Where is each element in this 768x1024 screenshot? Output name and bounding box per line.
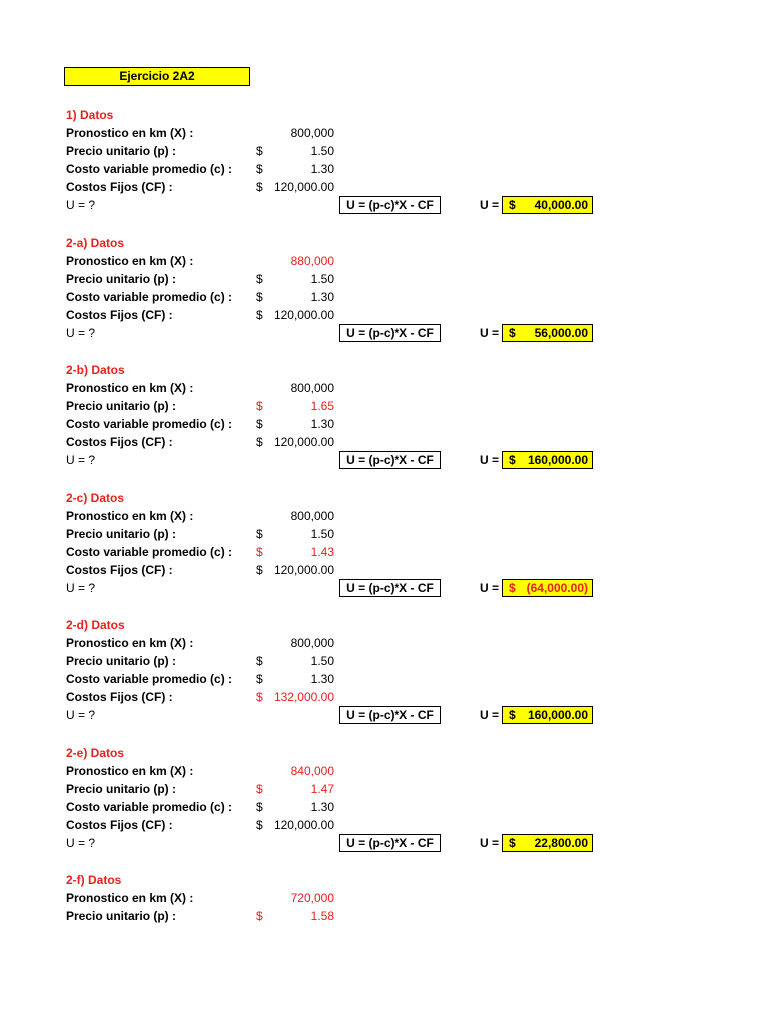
row-label[interactable]: Costo variable promedio (c) : (66, 672, 233, 686)
data-row (0, 561, 768, 579)
u-equals-label[interactable]: U = (480, 453, 500, 467)
data-row (0, 816, 768, 834)
data-row (0, 762, 768, 780)
row-value-cell[interactable]: 720,000 (290, 891, 334, 905)
currency-symbol: $ (256, 308, 263, 322)
row-label[interactable]: Precio unitario (p) : (66, 272, 177, 286)
data-row (0, 798, 768, 816)
unknown-label[interactable]: U = ? (66, 836, 96, 850)
data-row (0, 379, 768, 397)
result-cell[interactable] (502, 451, 593, 469)
row-label[interactable]: Costo variable promedio (c) : (66, 290, 233, 304)
data-row (0, 160, 768, 178)
row-label[interactable]: Costos Fijos (CF) : (66, 818, 173, 832)
currency-symbol: $ (256, 545, 263, 559)
result-cell[interactable] (502, 324, 593, 342)
data-row (0, 543, 768, 561)
formula-cell[interactable]: U = (p-c)*X - CF (339, 579, 441, 597)
row-value-cell[interactable]: 1.65 (310, 399, 334, 413)
currency-symbol: $ (256, 782, 263, 796)
row-label[interactable]: Costos Fijos (CF) : (66, 180, 173, 194)
currency-symbol: $ (256, 800, 263, 814)
currency-symbol: $ (256, 144, 263, 158)
row-value-cell[interactable]: 800,000 (290, 126, 334, 140)
row-value-cell[interactable]: 1.47 (310, 782, 334, 796)
unknown-label[interactable]: U = ? (66, 326, 96, 340)
data-row (0, 634, 768, 652)
currency-symbol: $ (256, 399, 263, 413)
data-section (0, 616, 768, 736)
currency-symbol: $ (256, 690, 263, 704)
row-value-cell[interactable]: 1.58 (310, 909, 334, 923)
data-row (0, 252, 768, 270)
result-value: 56,000.00 (534, 326, 588, 340)
exercise-title[interactable]: Ejercicio 2A2 (64, 67, 250, 86)
row-value-cell[interactable]: 120,000.00 (273, 563, 334, 577)
data-row (0, 780, 768, 798)
data-row (0, 415, 768, 433)
row-value-cell[interactable]: 800,000 (290, 636, 334, 650)
result-value: 160,000.00 (527, 453, 588, 467)
data-row (0, 670, 768, 688)
row-value-cell[interactable]: 1.50 (310, 654, 334, 668)
data-section (0, 744, 768, 864)
data-row (0, 142, 768, 160)
currency-symbol: $ (256, 672, 263, 686)
currency-symbol: $ (256, 818, 263, 832)
row-value-cell[interactable]: 132,000.00 (273, 690, 334, 704)
result-currency-symbol: $ (509, 453, 516, 467)
unknown-label[interactable]: U = ? (66, 198, 96, 212)
row-value-cell[interactable]: 840,000 (290, 764, 334, 778)
u-equals-label[interactable]: U = (480, 581, 500, 595)
section-title[interactable]: 2-f) Datos (66, 873, 122, 887)
data-row (0, 124, 768, 142)
formula-cell[interactable]: U = (p-c)*X - CF (339, 834, 441, 852)
row-label[interactable]: Precio unitario (p) : (66, 144, 177, 158)
u-equals-label[interactable]: U = (480, 836, 500, 850)
currency-symbol: $ (256, 654, 263, 668)
u-equals-label[interactable]: U = (480, 708, 500, 722)
result-currency-symbol: $ (509, 581, 516, 595)
row-value-cell[interactable]: 800,000 (290, 381, 334, 395)
section-title[interactable]: 2-d) Datos (66, 618, 125, 632)
data-row (0, 688, 768, 706)
row-value-cell[interactable]: 1.30 (310, 162, 334, 176)
section-title[interactable]: 2-a) Datos (66, 236, 125, 250)
data-section (0, 871, 768, 991)
section-title[interactable]: 1) Datos (66, 108, 114, 122)
result-row (0, 579, 768, 597)
result-row (0, 706, 768, 724)
formula-cell[interactable]: U = (p-c)*X - CF (339, 706, 441, 724)
row-label[interactable]: Pronostico en km (X) : (66, 764, 194, 778)
formula-cell[interactable]: U = (p-c)*X - CF (339, 451, 441, 469)
formula-cell[interactable]: U = (p-c)*X - CF (339, 196, 441, 214)
row-label[interactable]: Costo variable promedio (c) : (66, 162, 233, 176)
data-row (0, 889, 768, 907)
section-title[interactable]: 2-b) Datos (66, 363, 125, 377)
row-label[interactable]: Pronostico en km (X) : (66, 381, 194, 395)
data-section (0, 106, 768, 226)
row-label[interactable]: Costo variable promedio (c) : (66, 800, 233, 814)
row-value-cell[interactable]: 880,000 (290, 254, 334, 268)
row-label[interactable]: Costo variable promedio (c) : (66, 417, 233, 431)
currency-symbol: $ (256, 563, 263, 577)
result-row (0, 324, 768, 342)
formula-cell[interactable]: U = (p-c)*X - CF (339, 324, 441, 342)
result-currency-symbol: $ (509, 708, 516, 722)
row-label[interactable]: Costos Fijos (CF) : (66, 690, 173, 704)
result-currency-symbol: $ (509, 198, 516, 212)
row-label[interactable]: Costos Fijos (CF) : (66, 563, 173, 577)
row-label[interactable]: Precio unitario (p) : (66, 399, 177, 413)
row-value-cell[interactable]: 800,000 (290, 509, 334, 523)
row-value-cell[interactable]: 1.30 (310, 672, 334, 686)
data-row (0, 507, 768, 525)
row-value-cell[interactable]: 120,000.00 (273, 180, 334, 194)
row-label[interactable]: Pronostico en km (X) : (66, 126, 194, 140)
row-value-cell[interactable]: 120,000.00 (273, 308, 334, 322)
row-label[interactable]: Pronostico en km (X) : (66, 509, 194, 523)
data-row (0, 397, 768, 415)
row-label[interactable]: Costo variable promedio (c) : (66, 545, 233, 559)
result-value: 22,800.00 (534, 836, 588, 850)
section-title[interactable]: 2-c) Datos (66, 491, 125, 505)
row-label[interactable]: Precio unitario (p) : (66, 527, 177, 541)
row-label[interactable]: Costos Fijos (CF) : (66, 308, 173, 322)
row-label[interactable]: Pronostico en km (X) : (66, 254, 194, 268)
row-label[interactable]: Pronostico en km (X) : (66, 891, 194, 905)
currency-symbol: $ (256, 435, 263, 449)
currency-symbol: $ (256, 162, 263, 176)
row-value-cell[interactable]: 1.30 (310, 290, 334, 304)
row-value-cell[interactable]: 120,000.00 (273, 435, 334, 449)
result-row (0, 196, 768, 214)
row-label[interactable]: Costos Fijos (CF) : (66, 435, 173, 449)
result-currency-symbol: $ (509, 836, 516, 850)
result-cell[interactable] (502, 196, 593, 214)
result-currency-symbol: $ (509, 326, 516, 340)
row-value-cell[interactable]: 1.30 (310, 800, 334, 814)
row-value-cell[interactable]: 1.50 (310, 144, 334, 158)
currency-symbol: $ (256, 909, 263, 923)
currency-symbol: $ (256, 417, 263, 431)
unknown-label[interactable]: U = ? (66, 453, 96, 467)
currency-symbol: $ (256, 527, 263, 541)
data-row (0, 178, 768, 196)
data-row (0, 306, 768, 324)
row-value-cell[interactable]: 1.30 (310, 417, 334, 431)
unknown-label[interactable]: U = ? (66, 581, 96, 595)
result-row (0, 834, 768, 852)
data-row (0, 525, 768, 543)
row-label[interactable]: Pronostico en km (X) : (66, 636, 194, 650)
data-row (0, 907, 768, 925)
result-cell[interactable] (502, 706, 593, 724)
data-section (0, 361, 768, 481)
data-section (0, 234, 768, 354)
section-title[interactable]: 2-e) Datos (66, 746, 125, 760)
result-row (0, 451, 768, 469)
data-row (0, 288, 768, 306)
u-equals-label[interactable]: U = (480, 198, 500, 212)
currency-symbol: $ (256, 272, 263, 286)
result-value: 40,000.00 (534, 198, 588, 212)
data-section (0, 489, 768, 609)
result-cell[interactable] (502, 834, 593, 852)
result-value: (64,000.00) (526, 581, 588, 595)
row-value-cell[interactable]: 1.43 (310, 545, 334, 559)
result-cell[interactable] (502, 579, 593, 597)
row-label[interactable]: Precio unitario (p) : (66, 654, 177, 668)
data-row (0, 270, 768, 288)
unknown-label[interactable]: U = ? (66, 708, 96, 722)
u-equals-label[interactable]: U = (480, 326, 500, 340)
row-value-cell[interactable]: 1.50 (310, 272, 334, 286)
row-label[interactable]: Precio unitario (p) : (66, 909, 177, 923)
currency-symbol: $ (256, 180, 263, 194)
result-value: 160,000.00 (527, 708, 588, 722)
data-row (0, 433, 768, 451)
currency-symbol: $ (256, 290, 263, 304)
row-label[interactable]: Precio unitario (p) : (66, 782, 177, 796)
data-row (0, 652, 768, 670)
row-value-cell[interactable]: 120,000.00 (273, 818, 334, 832)
row-value-cell[interactable]: 1.50 (310, 527, 334, 541)
